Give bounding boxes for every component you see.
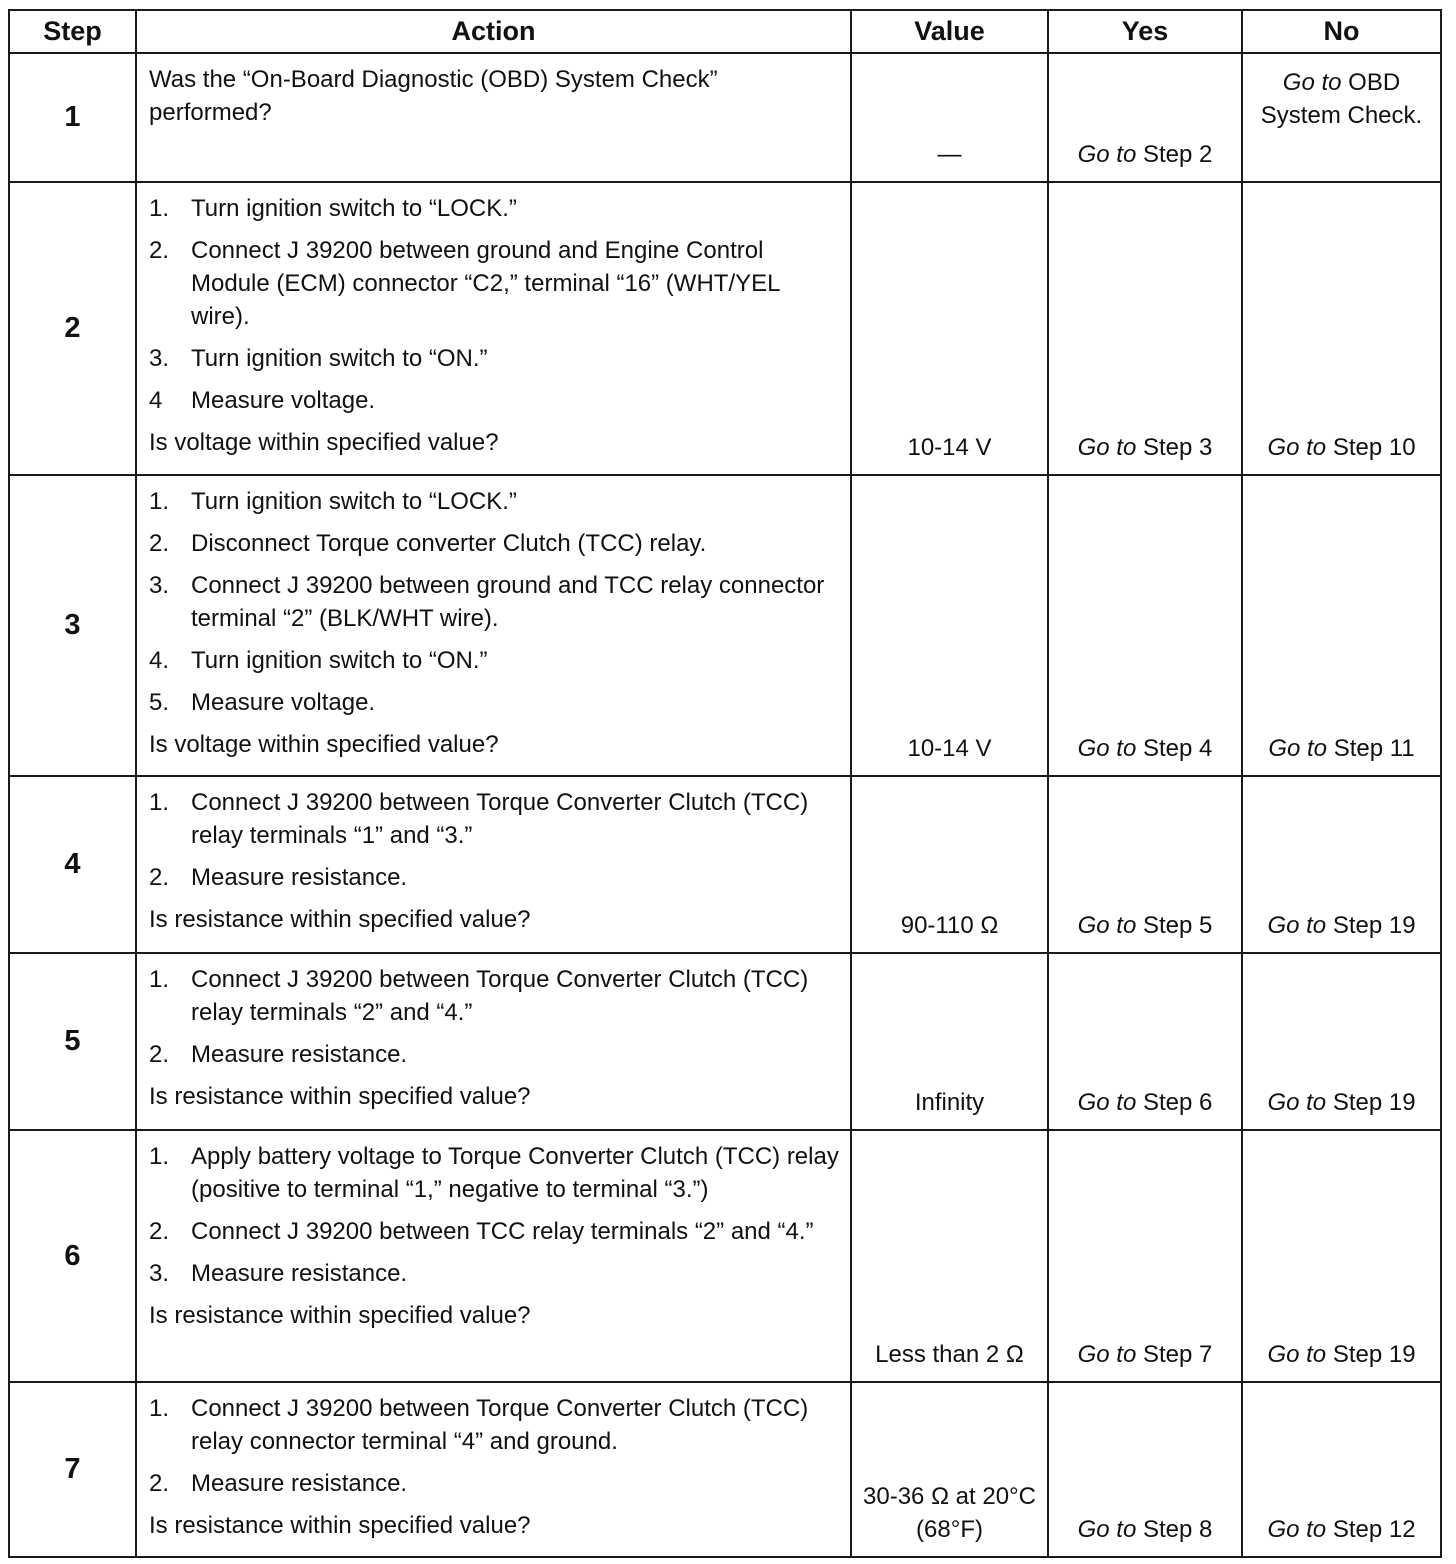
action-list (149, 963, 840, 1071)
action-item-number: 2. (149, 1041, 170, 1068)
action-item-number: 1. (149, 1395, 170, 1422)
action-item-number: 3. (149, 345, 170, 372)
action-item-text: Turn ignition switch to “ON.” (191, 345, 488, 372)
action-item (149, 569, 840, 635)
action-item-number: 3. (149, 1260, 170, 1287)
action-item (149, 644, 840, 677)
yes-target: Step 6 (1142, 1089, 1213, 1116)
table-row (9, 1382, 1441, 1557)
action-item-text: Connect J 39200 between Torque Converter Clutch (TCC) relay connector terminal “4” and ground. (191, 1395, 809, 1455)
yes-cell (1048, 182, 1242, 475)
action-item-number: 2. (149, 864, 170, 891)
value-cell: Infinity (851, 953, 1048, 1130)
action-item-number: 5. (149, 689, 170, 716)
yes-goto-label: Go to (1077, 141, 1137, 168)
step-number: 1 (9, 53, 136, 182)
header-no: No (1242, 10, 1441, 53)
yes-cell (1048, 1382, 1242, 1557)
no-cell (1242, 182, 1441, 475)
yes-target: Step 5 (1142, 912, 1213, 939)
no-goto-label: Go to (1267, 1089, 1327, 1116)
yes-cell (1048, 475, 1242, 776)
action-item (149, 1038, 840, 1071)
yes-target: Step 7 (1142, 1341, 1213, 1368)
no-cell (1242, 475, 1441, 776)
no-target: Step 19 (1332, 1089, 1416, 1116)
yes-cell (1048, 776, 1242, 953)
no-target: Step 19 (1332, 1341, 1416, 1368)
no-cell (1242, 1382, 1441, 1557)
action-cell (136, 53, 851, 182)
action-item-text: Connect J 39200 between TCC relay terminals “2” and “4.” (191, 1218, 814, 1245)
table-row (9, 953, 1441, 1130)
yes-goto-label: Go to (1077, 735, 1137, 762)
action-item-number: 4. (149, 647, 170, 674)
action-item-text: Connect J 39200 between ground and Engine Control Module (ECM) connector “C2,” terminal “16” (WHT/YEL wire). (191, 237, 780, 330)
header-row (9, 10, 1441, 53)
yes-cell (1048, 953, 1242, 1130)
no-goto-label: Go to (1267, 912, 1327, 939)
action-question: Is voltage within specified value? (149, 429, 499, 456)
action-cell (136, 182, 851, 475)
action-cell (136, 953, 851, 1130)
diagnostic-table (8, 9, 1442, 1558)
yes-target: Step 3 (1142, 434, 1213, 461)
action-list (149, 192, 840, 417)
action-cell (136, 776, 851, 953)
action-item-number: 1. (149, 488, 170, 515)
yes-goto-label: Go to (1077, 434, 1137, 461)
yes-goto-label: Go to (1077, 1341, 1137, 1368)
action-item-text: Turn ignition switch to “ON.” (191, 647, 488, 674)
action-list (149, 1140, 840, 1290)
action-item-number: 2. (149, 237, 170, 264)
no-goto-label: Go to (1267, 1516, 1327, 1543)
action-item-text: Measure resistance. (191, 1041, 408, 1068)
action-item-text: Disconnect Torque converter Clutch (TCC) relay. (191, 530, 707, 557)
action-item (149, 342, 840, 375)
no-goto-label: Go to (1282, 69, 1342, 96)
action-item-number: 1. (149, 789, 170, 816)
action-list (149, 786, 840, 894)
action-item-text: Turn ignition switch to “LOCK.” (191, 488, 517, 515)
action-item-text: Connect J 39200 between Torque Converter Clutch (TCC) relay terminals “2” and “4.” (191, 966, 809, 1026)
yes-cell (1048, 53, 1242, 182)
action-item (149, 485, 840, 518)
action-item-text: Measure resistance. (191, 1260, 408, 1287)
action-lead: Was the “On-Board Diagnostic (OBD) System Check” performed? (149, 66, 718, 126)
header-yes: Yes (1048, 10, 1242, 53)
value-cell: Less than 2 Ω (851, 1130, 1048, 1382)
action-question: Is resistance within specified value? (149, 1512, 531, 1539)
step-number: 6 (9, 1130, 136, 1382)
action-item-number: 1. (149, 966, 170, 993)
value-cell: 10-14 V (851, 182, 1048, 475)
yes-goto-label: Go to (1077, 1516, 1137, 1543)
action-item (149, 1467, 840, 1500)
action-item-text: Turn ignition switch to “LOCK.” (191, 195, 517, 222)
no-target: Step 11 (1333, 735, 1415, 762)
action-item (149, 963, 840, 1029)
no-target: Step 10 (1332, 434, 1416, 461)
table-row (9, 1130, 1441, 1382)
action-item-text: Connect J 39200 between ground and TCC relay connector terminal “2” (BLK/WHT wire). (191, 572, 825, 632)
action-item-number: 1. (149, 1143, 170, 1170)
action-item-number: 1. (149, 195, 170, 222)
action-item-number: 2. (149, 530, 170, 557)
table-row (9, 53, 1441, 182)
header-step: Step (9, 10, 136, 53)
action-item-number: 4 (149, 387, 163, 414)
yes-target: Step 4 (1142, 735, 1213, 762)
no-target: Step 12 (1332, 1516, 1416, 1543)
no-target: OBD System Check. (1260, 69, 1423, 129)
action-item-text: Measure resistance. (191, 1470, 408, 1497)
no-goto-label: Go to (1267, 434, 1327, 461)
action-item (149, 1257, 840, 1290)
value-cell: — (851, 53, 1048, 182)
step-number: 5 (9, 953, 136, 1130)
action-item (149, 192, 840, 225)
action-list (149, 1392, 840, 1500)
no-cell (1242, 1130, 1441, 1382)
step-number: 3 (9, 475, 136, 776)
header-action: Action (136, 10, 851, 53)
step-number: 2 (9, 182, 136, 475)
yes-goto-label: Go to (1077, 1089, 1137, 1116)
table-body (9, 53, 1441, 1557)
table-row (9, 182, 1441, 475)
action-cell (136, 1382, 851, 1557)
action-cell (136, 475, 851, 776)
action-item (149, 786, 840, 852)
no-goto-label: Go to (1268, 735, 1328, 762)
yes-goto-label: Go to (1077, 912, 1137, 939)
header-value: Value (851, 10, 1048, 53)
table-row (9, 776, 1441, 953)
step-number: 4 (9, 776, 136, 953)
action-question: Is resistance within specified value? (149, 1302, 531, 1329)
action-question: Is voltage within specified value? (149, 731, 499, 758)
no-cell (1242, 776, 1441, 953)
action-cell (136, 1130, 851, 1382)
table-row (9, 475, 1441, 776)
action-item (149, 384, 840, 417)
yes-cell (1048, 1130, 1242, 1382)
no-cell (1242, 53, 1441, 182)
action-item (149, 1140, 840, 1206)
action-question: Is resistance within specified value? (149, 1083, 531, 1110)
value-cell: 90-110 Ω (851, 776, 1048, 953)
action-item-number: 2. (149, 1470, 170, 1497)
action-item (149, 1215, 840, 1248)
action-item (149, 234, 840, 333)
action-item-text: Apply battery voltage to Torque Converter Clutch (TCC) relay (positive to terminal “1,” negative to terminal “3.”) (191, 1143, 839, 1203)
no-goto-label: Go to (1267, 1341, 1327, 1368)
action-item (149, 1392, 840, 1458)
action-item (149, 861, 840, 894)
action-item (149, 527, 840, 560)
yes-target: Step 2 (1142, 141, 1213, 168)
action-item (149, 686, 840, 719)
yes-target: Step 8 (1142, 1516, 1213, 1543)
action-item-text: Measure voltage. (191, 689, 376, 716)
action-list (149, 485, 840, 719)
step-number: 7 (9, 1382, 136, 1557)
action-question: Is resistance within specified value? (149, 906, 531, 933)
action-item-text: Connect J 39200 between Torque Converter Clutch (TCC) relay terminals “1” and “3.” (191, 789, 809, 849)
action-item-number: 3. (149, 572, 170, 599)
action-item-text: Measure resistance. (191, 864, 408, 891)
value-cell: 10-14 V (851, 475, 1048, 776)
action-item-text: Measure voltage. (191, 387, 376, 414)
no-target: Step 19 (1332, 912, 1416, 939)
value-cell: 30-36 Ω at 20°C (68°F) (851, 1382, 1048, 1557)
no-cell (1242, 953, 1441, 1130)
action-item-number: 2. (149, 1218, 170, 1245)
